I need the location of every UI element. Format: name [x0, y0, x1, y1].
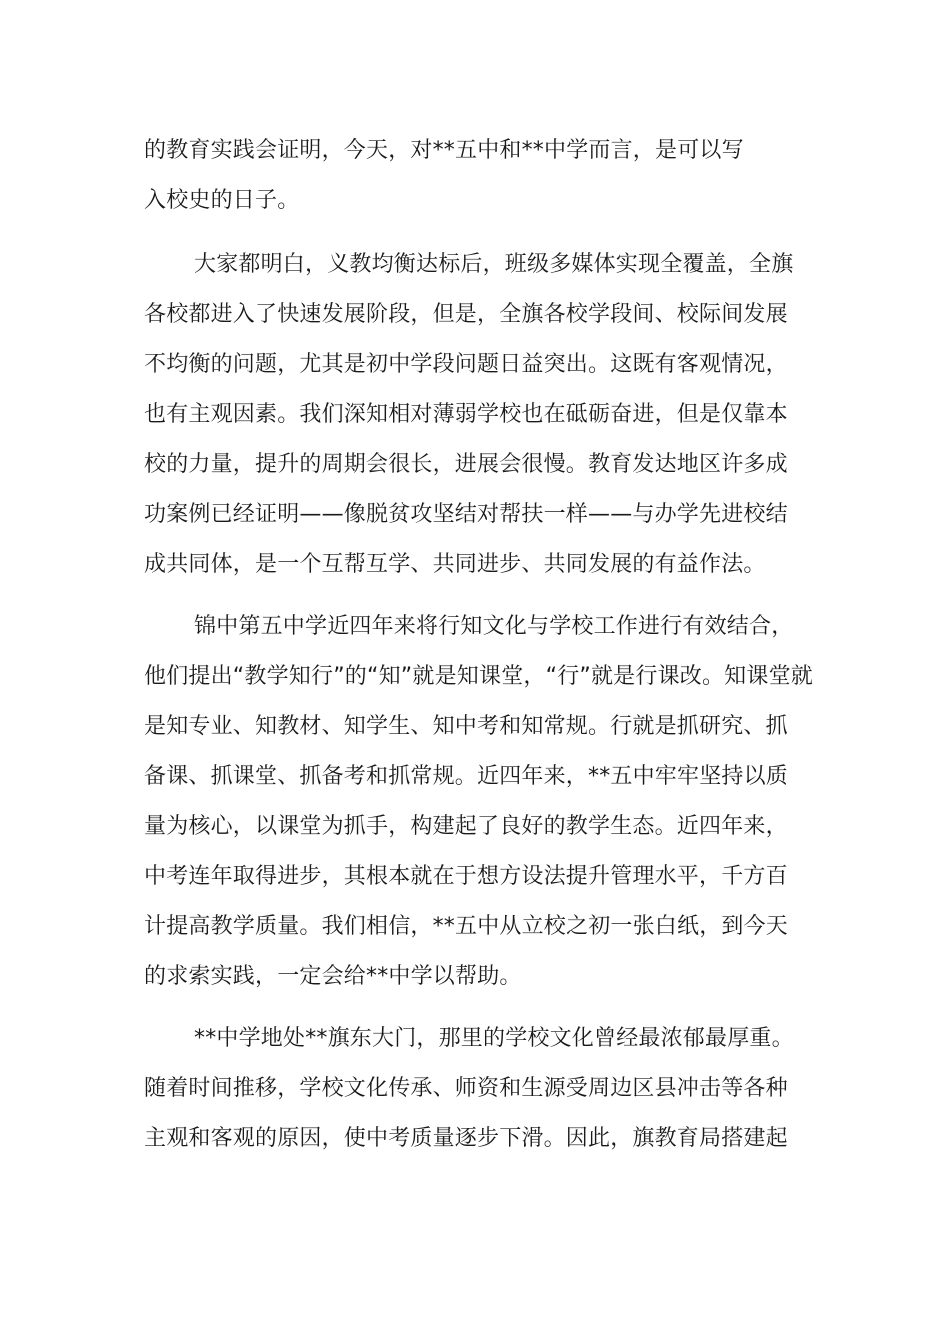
text-line: 是知专业、知教材、知学生、知中考和知常规。行就是抓研究、抓	[144, 714, 788, 739]
text-line: 量为核心，以课堂为抓手，构建起了良好的教学生态。近四年来，	[144, 814, 788, 839]
paragraph-1	[144, 126, 809, 226]
text-line: 不均衡的问题，尤其是初中学段问题日益突出。这既有客观情况，	[144, 352, 788, 377]
text-line: 的教育实践会证明，今天，对**五中和**中学而言，是可以写	[144, 138, 744, 163]
text-line: 入校史的日子。	[144, 188, 300, 213]
text-line: 计提高教学质量。我们相信，**五中从立校之初一张白纸，到今天	[144, 914, 789, 939]
paragraph-4	[144, 1014, 809, 1164]
text-line: **中学地处**旗东大门，那里的学校文化曾经最浓郁最厚重。	[194, 1026, 794, 1051]
text-line: 功案例已经证明——像脱贫攻坚结对帮扶一样——与办学先进校结	[144, 502, 788, 527]
text-line: 他们提出“教学知行”的“知”就是知课堂，“行”就是行课改。知课堂就	[144, 664, 813, 689]
paragraph-3	[144, 602, 813, 1002]
text-line: 随着时间推移，学校文化传承、师资和生源受周边区县冲击等各种	[144, 1076, 788, 1101]
text-line: 的求索实践，一定会给**中学以帮助。	[144, 964, 522, 989]
text-line: 备课、抓课堂、抓备考和抓常规。近四年来，**五中牢牢坚持以质	[144, 764, 789, 789]
paragraph-2	[144, 240, 809, 590]
text-line: 成共同体，是一个互帮互学、共同进步、共同发展的有益作法。	[144, 552, 766, 577]
text-line: 中考连年取得进步，其根本就在于想方设法提升管理水平，千方百	[144, 864, 788, 889]
text-line: 锦中第五中学近四年来将行知文化与学校工作进行有效结合，	[194, 614, 794, 639]
text-line: 主观和客观的原因，使中考质量逐步下滑。因此，旗教育局搭建起	[144, 1126, 788, 1151]
text-line: 也有主观因素。我们深知相对薄弱学校也在砥砺奋进，但是仅靠本	[144, 402, 788, 427]
text-line: 大家都明白，义教均衡达标后，班级多媒体实现全覆盖，全旗	[194, 252, 794, 277]
text-line: 各校都进入了快速发展阶段，但是，全旗各校学段间、校际间发展	[144, 302, 788, 327]
text-line: 校的力量，提升的周期会很长，进展会很慢。教育发达地区许多成	[144, 452, 788, 477]
